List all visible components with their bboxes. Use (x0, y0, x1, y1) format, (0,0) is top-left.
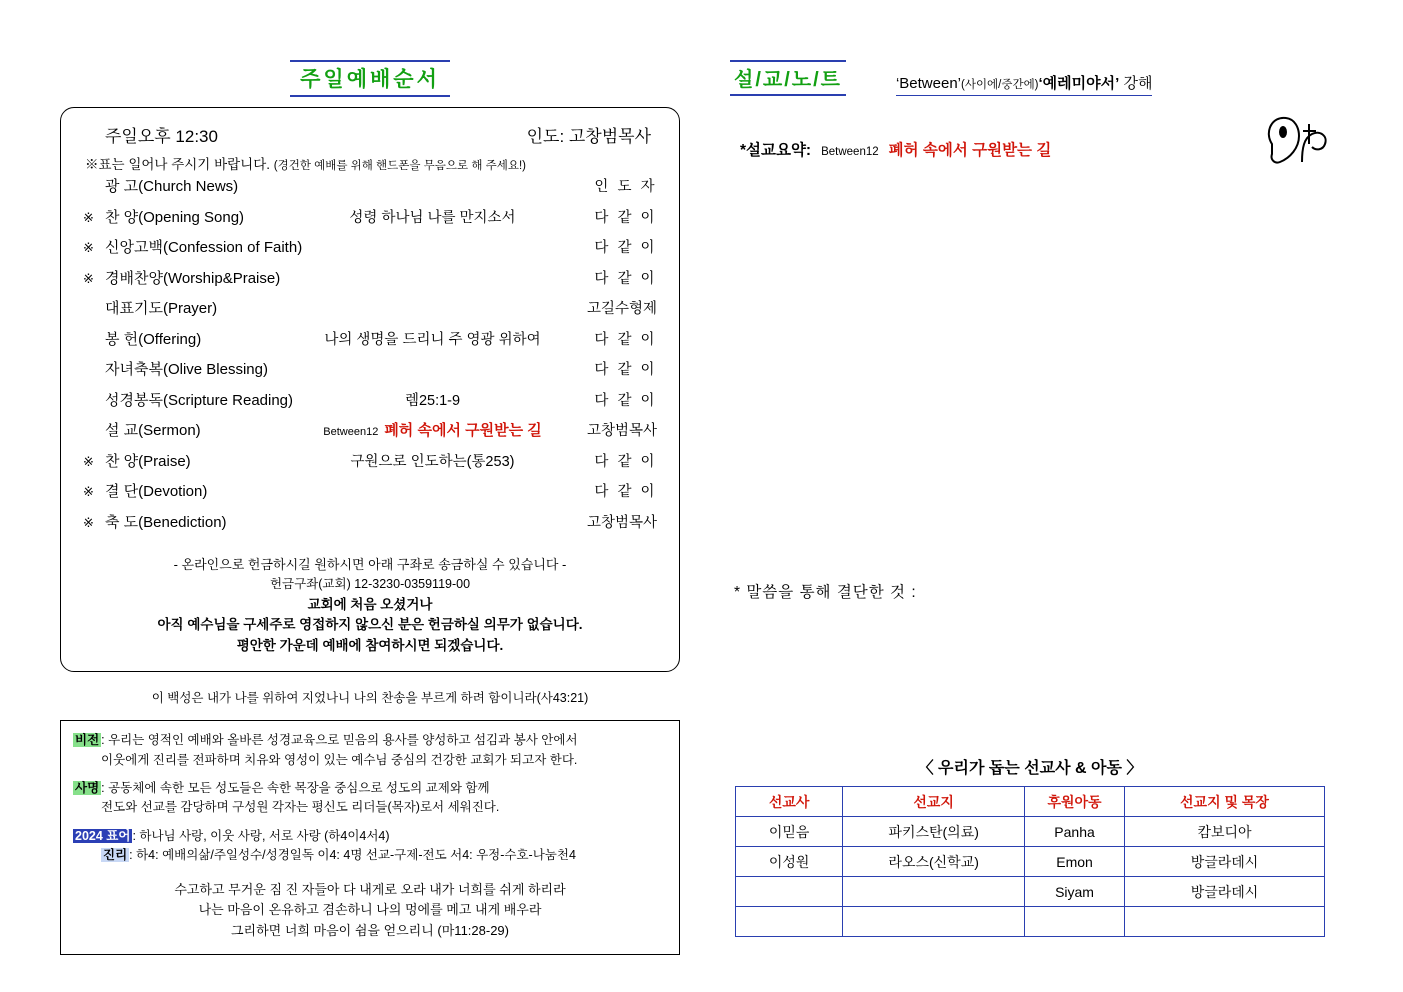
sermon-summary-code: Between12 (821, 146, 879, 158)
row-name: 대표기도(Prayer) (105, 300, 218, 317)
series-tail: 강해 (1119, 75, 1153, 92)
row-person: 다 같 이 (594, 270, 657, 287)
row-name: 성경봉독(Scripture Reading) (105, 391, 294, 409)
order-row (83, 450, 657, 481)
order-row (83, 480, 657, 511)
row-name: 찬 양(Praise) (105, 452, 191, 470)
sermon-summary-row (740, 138, 1350, 160)
series-quote: ‘Between’ (895, 75, 961, 92)
order-rows (83, 175, 657, 541)
slogan-row (73, 827, 667, 866)
mission-text-1: : 공동체에 속한 모든 성도들은 속한 목장을 중심으로 성도의 교제와 함께 (101, 781, 490, 796)
sermon-summary-label: *설교요약: (740, 142, 812, 159)
sermon-note-header (730, 60, 1350, 96)
row-person: 다 같 이 (594, 331, 657, 348)
closing-verse-line-2: 나는 마음이 온유하고 겸손하니 나의 멍에를 메고 내게 배우라 (198, 902, 542, 918)
row-name: 축 도(Benediction) (105, 513, 227, 531)
row-name: 결 단(Devotion) (105, 483, 208, 500)
order-note (83, 149, 657, 175)
logo-icon (1262, 110, 1334, 172)
sermon-note-title: 설/교/노/트 (730, 60, 846, 96)
order-row (83, 175, 657, 206)
vision-line-1 (73, 731, 667, 750)
closing-verse-line-3: 그리하면 너희 마음이 쉼을 얻으리니 (마11:28-29) (230, 923, 509, 939)
service-leader: 인도: 고창범목사 (526, 127, 651, 146)
row-name: 광 고(Church News) (105, 178, 239, 195)
row-person: 다 같 이 (594, 484, 657, 500)
row-name: 신앙고백(Confession of Faith) (105, 239, 303, 256)
order-title-wrap (60, 60, 680, 97)
order-header (83, 120, 657, 149)
closing-verse (73, 880, 667, 942)
mission-line-1 (73, 779, 667, 798)
slogan-tag: 2024 표어 (75, 828, 131, 843)
offering-line-3: 교회에 처음 오셨거나 (307, 596, 433, 612)
cell-missionary: 이믿음 (736, 817, 843, 847)
sermon-summary-title: 폐허 속에서 구원받는 길 (888, 142, 1052, 159)
cell-field: 라오스(신학교) (843, 847, 1025, 877)
church-logo (1262, 110, 1334, 172)
cell-field (843, 907, 1025, 937)
order-note-sub: (경건한 예배를 위해 핸드폰을 무음으로 해 주세요!) (273, 160, 526, 172)
row-mark: ※ (83, 240, 94, 255)
row-mark: ※ (83, 514, 94, 530)
cell-child: Emon (1025, 847, 1125, 877)
row-person: 다 같 이 (594, 209, 657, 226)
row-mark: ※ (83, 453, 94, 469)
missionary-table-body (736, 817, 1325, 937)
cell-child: Panha (1025, 817, 1125, 847)
truth-line (73, 846, 667, 865)
vision-text-1: : 우리는 영적인 예배와 올바른 성경교육으로 믿음의 용사를 양성하고 섬김과 봉사 안에서 (101, 733, 578, 748)
row-name: 경배찬양(Worship&Praise) (105, 269, 281, 287)
cell-missionary (736, 907, 843, 937)
missionary-table-head (736, 787, 1325, 817)
truth-tag: 진리 (103, 848, 128, 863)
sermon-series-subtitle (896, 72, 1153, 96)
order-row (83, 328, 657, 359)
order-row (83, 358, 657, 389)
col-header-missionary: 선교사 (736, 787, 843, 817)
cell-region: 방글라데시 (1125, 877, 1325, 907)
row-detail (320, 419, 545, 440)
row-mark: ※ (83, 484, 94, 499)
row-name: 찬 양(Opening Song) (105, 208, 245, 226)
cell-field (843, 877, 1025, 907)
cell-missionary: 이성원 (736, 847, 843, 877)
mission-row (73, 779, 667, 818)
cell-region: 캄보디아 (1125, 817, 1325, 847)
order-row (83, 297, 657, 328)
scripture-verse: 이 백성은 내가 나를 위하여 지었나니 나의 찬송을 부르게 하려 함이니라(사43:21) (151, 691, 589, 706)
cell-child (1025, 907, 1125, 937)
closing-verse-line-1: 수고하고 무거운 짐 진 자들아 다 내게로 오라 내가 너희를 쉬게 하리라 (174, 881, 566, 897)
table-row (736, 817, 1325, 847)
vision-mission-box (60, 720, 680, 955)
order-row (83, 267, 657, 298)
missionary-section (735, 755, 1325, 937)
offering-line-5: 평안한 가운데 예배에 참여하시면 되겠습니다. (236, 638, 504, 654)
row-person: 다 같 이 (594, 392, 657, 409)
row-name: 자녀축복(Olive Blessing) (105, 361, 268, 378)
col-header-region: 선교지 및 목장 (1125, 787, 1325, 817)
missionary-title: 〈 우리가 돕는 선교사 & 아동 〉 (917, 760, 1143, 777)
missionary-table (735, 786, 1325, 937)
offering-line-1: - 온라인으로 헌금하시길 원하시면 아래 구좌로 송금하실 수 있습니다 - (173, 557, 567, 572)
page-title: 주일예배순서 (290, 60, 450, 97)
order-row-sermon (83, 419, 657, 450)
cell-missionary (736, 877, 843, 907)
sermon-title: 폐허 속에서 구원받는 길 (384, 422, 542, 439)
vision-row (73, 731, 667, 770)
col-header-field: 선교지 (843, 787, 1025, 817)
row-detail: 구원으로 인도하는(통253) (350, 453, 515, 470)
offering-account: 헌금구좌(교회) 12-3230-0359119-00 (269, 577, 471, 592)
order-note-main: ※표는 일어나 주시기 바랍니다. (85, 157, 270, 172)
worship-order-column (60, 60, 680, 955)
slogan-text: : 하나님 사랑, 이웃 사랑, 서로 사랑 (하4이4서4) (132, 828, 390, 843)
table-row (736, 847, 1325, 877)
row-mark: ※ (83, 209, 94, 225)
table-row (736, 907, 1325, 937)
row-person: 인 도 자 (594, 179, 657, 195)
cell-region (1125, 907, 1325, 937)
order-row (83, 206, 657, 237)
sermon-series-code: Between12 (323, 426, 379, 438)
series-paren: (사이에/중간에) (961, 79, 1039, 91)
sermon-note-column (730, 60, 1350, 602)
cell-region: 방글라데시 (1125, 847, 1325, 877)
offering-line-4: 아직 예수님을 구세주로 영접하지 않으신 분은 헌금하실 의무가 없습니다. (157, 617, 583, 633)
row-detail: 성령 하나님 나를 만지소서 (349, 209, 516, 226)
service-time: 주일오후 12:30 (105, 127, 218, 146)
mission-text-2: 전도와 선교를 감당하며 구성원 각자는 평신도 리더들(목자)로서 세워진다. (101, 800, 500, 815)
vision-text-2: 이웃에게 진리를 전파하며 치유와 영성이 있는 예수님 중심의 건강한 교회가 되고자 한다. (101, 752, 578, 767)
cell-field: 파키스탄(의료) (843, 817, 1025, 847)
row-person: 고창범목사 (586, 423, 657, 439)
row-detail: 렘25:1-9 (404, 392, 461, 409)
row-name: 설 교(Sermon) (105, 422, 201, 439)
row-mark: ※ (83, 270, 94, 286)
mission-tag: 사명 (75, 781, 100, 796)
row-person: 고길수형제 (586, 301, 657, 317)
row-person: 고창범목사 (586, 514, 657, 531)
cell-child: Siyam (1025, 877, 1125, 907)
row-name: 봉 헌(Offering) (105, 330, 202, 348)
decision-prompt: * 말씀을 통해 결단한 것 : (734, 584, 917, 601)
row-person: 다 같 이 (594, 240, 657, 256)
order-row (83, 389, 657, 420)
series-book: ‘예레미야서’ (1038, 75, 1120, 92)
row-detail: 나의 생명을 드리니 주 영광 위하여 (324, 331, 541, 348)
offering-info (83, 555, 657, 657)
order-row (83, 236, 657, 267)
row-person: 다 같 이 (594, 453, 657, 470)
truth-text: : 하4: 예배의삶/주일성수/성경일독 이4: 4명 선교-구제-전도 서4: 우정-수호-나눔천4 (129, 848, 576, 863)
row-person: 다 같 이 (594, 362, 657, 378)
table-header-row (736, 787, 1325, 817)
slogan-line (73, 827, 667, 846)
col-header-child: 후원아동 (1025, 787, 1125, 817)
worship-order-box (60, 107, 680, 672)
table-row (736, 877, 1325, 907)
vision-tag: 비전 (75, 733, 100, 748)
order-row (83, 511, 657, 542)
